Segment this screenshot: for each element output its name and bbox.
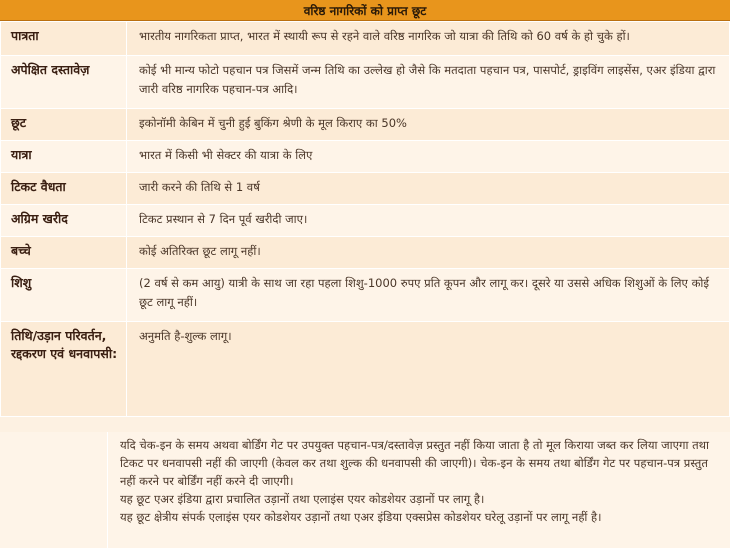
table-row xyxy=(1,205,730,237)
notes-text xyxy=(108,432,730,548)
table-row xyxy=(1,173,730,205)
table-row xyxy=(1,141,730,173)
table-row xyxy=(1,237,730,269)
table-row xyxy=(1,109,730,141)
row-label-discount: छूट xyxy=(1,109,127,141)
row-value-advance-purchase: टिकट प्रस्थान से 7 दिन पूर्व खरीदी जाए। xyxy=(127,205,730,237)
concession-table xyxy=(0,21,730,417)
row-value-documents: कोई भी मान्य फोटो पहचान पत्र जिसमें जन्म तिथि का उल्लेख हो जैसे कि मतदाता पहचान पत्र, पासपोर्ट, ड्राइविंग लाइसेंस, एअर इंडिया द्वारा जारी वरिष्ठ नागरिक पहचान-पत्र आदि। xyxy=(127,56,730,109)
row-label-eligibility: पात्रता xyxy=(1,22,127,56)
table-row xyxy=(1,322,730,417)
note-applicability: यह छूट एअर इंडिया द्वारा प्रचालित उड़ानों तथा एलाइंस एयर कोडशेयर उड़ानों पर लागू है। xyxy=(120,492,485,506)
row-value-children: कोई अतिरिक्त छूट लागू नहीं। xyxy=(127,237,730,269)
notes-section xyxy=(0,432,730,548)
page-title: वरिष्ठ नागरिकों को प्राप्त छूट xyxy=(0,0,730,21)
table-row xyxy=(1,56,730,109)
note-exclusion: यह छूट क्षेत्रीय संपर्क एलाइंस एयर कोडशेयर उड़ानों तथा एअर इंडिया एक्सप्रेस कोडशेयर घरेलू उड़ानों पर लागू नहीं है। xyxy=(120,510,602,524)
row-label-infant: शिशु xyxy=(1,269,127,322)
row-value-infant: (2 वर्ष से कम आयु) यात्री के साथ जा रहा पहला शिशु-1000 रुपए प्रति कूपन और लागू कर। दूसरे या उससे अधिक शिशुओं के लिए कोई छूट लागू नहीं। xyxy=(127,269,730,322)
row-label-documents: अपेक्षित दस्तावेज़ xyxy=(1,56,127,109)
row-value-travel: भारत में किसी भी सेक्टर की यात्रा के लिए xyxy=(127,141,730,173)
row-value-changes-refund: अनुमति है-शुल्क लागू। xyxy=(127,322,730,417)
row-value-ticket-validity: जारी करने की तिथि से 1 वर्ष xyxy=(127,173,730,205)
row-label-children: बच्चे xyxy=(1,237,127,269)
row-label-changes-refund: तिथि/उड़ान परिवर्तन, रद्दकरण एवं धनवापसी: xyxy=(1,322,127,417)
table-row xyxy=(1,269,730,322)
row-value-eligibility: भारतीय नागरिकता प्राप्त, भारत में स्थायी रूप से रहने वाले वरिष्ठ नागरिक जो यात्रा की तिथि को 60 वर्ष के हो चुके हों। xyxy=(127,22,730,56)
table-row xyxy=(1,22,730,56)
row-value-discount: इकोनॉमी केबिन में चुनी हुई बुकिंग श्रेणी के मूल किराए का 50% xyxy=(127,109,730,141)
notes-label-cell xyxy=(0,432,108,548)
row-label-advance-purchase: अग्रिम खरीद xyxy=(1,205,127,237)
note-id-requirement: यदि चेक-इन के समय अथवा बोर्डिंग गेट पर उपयुक्त पहचान-पत्र/दस्तावेज़ प्रस्तुत नहीं किया जाता है तो मूल किराया जब्त कर लिया जाएगा तथा टिकट पर धनवापसी नहीं की जाएगी (केवल कर तथा शुल्क की धनवापसी की जाएगी)। चेक-इन के समय तथा बोर्डिंग गेट पर पहचान-पत्र प्रस्तुत नहीं करने पर बोर्डिंग नहीं करने दी जाएगी। xyxy=(120,438,710,488)
row-label-ticket-validity: टिकट वैधता xyxy=(1,173,127,205)
row-label-travel: यात्रा xyxy=(1,141,127,173)
